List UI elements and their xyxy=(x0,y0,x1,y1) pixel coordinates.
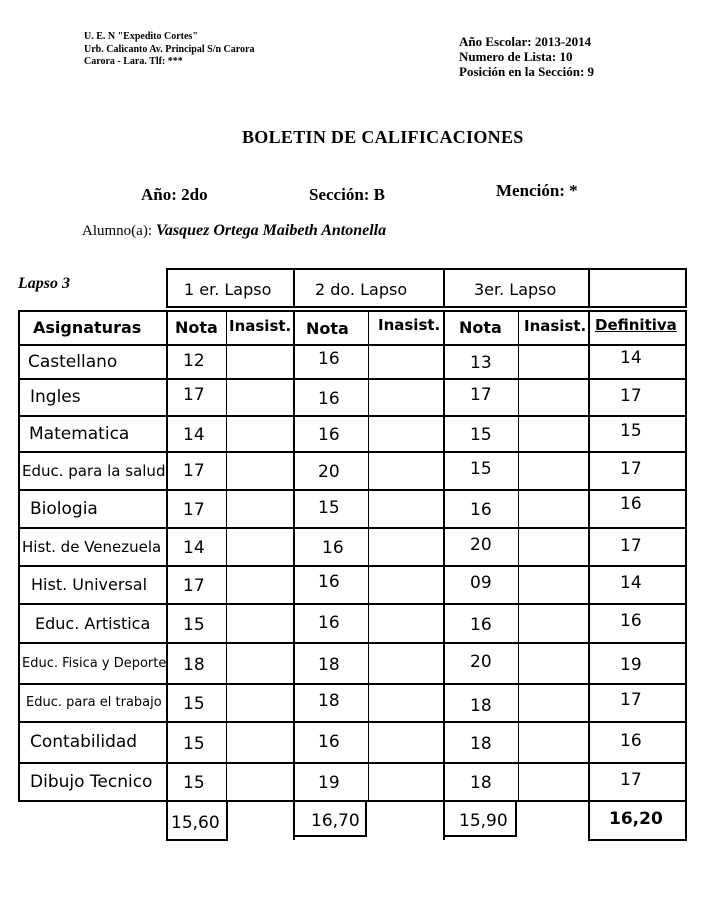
grade-l3: 09 xyxy=(470,573,492,593)
lapso-label: Lapso 3 xyxy=(18,275,70,292)
subject-name: Biologia xyxy=(30,498,98,519)
grade-l2: 18 xyxy=(318,654,340,675)
col-inasist-3: Inasist. xyxy=(524,317,587,335)
grade-l3: 18 xyxy=(470,773,492,793)
grade-l3: 17 xyxy=(470,384,492,405)
grade-l2: 16 xyxy=(318,731,340,752)
grade-l2: 18 xyxy=(318,691,340,711)
mention: Mención: * xyxy=(496,181,578,200)
grade-l1: 15 xyxy=(183,694,205,714)
section-position: Posición en la Sección: 9 xyxy=(459,64,595,79)
grade-l1: 17 xyxy=(183,576,205,596)
grade-l2: 16 xyxy=(318,612,340,633)
school-phone: Carora - Lara. Tlf: *** xyxy=(84,56,183,67)
col-nota-2: Nota xyxy=(306,319,349,338)
col-nota-3: Nota xyxy=(459,318,502,337)
grade-def: 15 xyxy=(620,421,642,441)
average-lapso-1: 15,60 xyxy=(171,813,220,833)
col-definitiva: Definitiva xyxy=(595,316,677,334)
school-name: U. E. N "Expedito Cortes" xyxy=(84,31,198,42)
grade-l3: 13 xyxy=(470,353,492,373)
page-title: BOLETIN DE CALIFICACIONES xyxy=(242,127,524,147)
grade-l2: 20 xyxy=(318,462,340,482)
grade-l1: 15 xyxy=(183,614,205,635)
lapso-2-header: 2 do. Lapso xyxy=(315,280,408,299)
grade-def: 19 xyxy=(620,654,642,675)
grade-l1: 17 xyxy=(183,461,205,481)
grade-l2: 16 xyxy=(318,425,340,445)
subject-name: Hist. Universal xyxy=(31,575,148,595)
grade-l3: 20 xyxy=(470,651,492,672)
grade-year: Año: 2do xyxy=(141,185,208,204)
grade-def: 17 xyxy=(620,459,642,479)
grade-l1: 14 xyxy=(183,538,205,558)
grade-l2: 16 xyxy=(322,538,344,558)
year-info xyxy=(459,34,594,79)
subject-name: Hist. de Venezuela xyxy=(22,538,162,556)
col-nota-1: Nota xyxy=(175,318,218,337)
grade-def: 17 xyxy=(620,385,642,406)
subject-name: Ingles xyxy=(30,387,81,408)
grade-l1: 17 xyxy=(183,384,205,405)
subject-name: Contabilidad xyxy=(30,732,138,753)
lapso-3-header: 3er. Lapso xyxy=(474,280,557,299)
grade-l3: 15 xyxy=(470,459,492,479)
grade-l3: 20 xyxy=(470,535,492,555)
grade-def: 16 xyxy=(620,610,642,631)
student-line xyxy=(82,222,386,240)
subject-name: Educ. Artistica xyxy=(35,613,151,633)
school-year: Año Escolar: 2013-2014 xyxy=(459,34,592,49)
average-lapso-2: 16,70 xyxy=(311,811,360,831)
list-number: Numero de Lista: 10 xyxy=(459,49,573,64)
col-asignaturas: Asignaturas xyxy=(33,318,142,337)
student-name: Vasquez Ortega Maibeth Antonella xyxy=(155,222,387,239)
grade-l3: 15 xyxy=(470,425,492,445)
school-info xyxy=(84,31,254,69)
lapso-1-header: 1 er. Lapso xyxy=(184,280,272,299)
grade-l2: 19 xyxy=(318,773,340,793)
grade-l3: 16 xyxy=(470,500,492,520)
grade-def: 17 xyxy=(620,770,642,790)
subject-name: Educ. para el trabajo xyxy=(26,695,162,711)
col-inasist-2: Inasist. xyxy=(378,316,441,334)
grade-def: 14 xyxy=(620,573,642,593)
section: Sección: B xyxy=(309,185,386,204)
average-lapso-3: 15,90 xyxy=(459,811,508,831)
grade-l1: 15 xyxy=(183,773,205,793)
grade-l3: 18 xyxy=(470,733,492,754)
grade-l2: 15 xyxy=(318,498,340,518)
subject-name: Castellano xyxy=(28,351,118,372)
grade-def: 14 xyxy=(620,348,642,368)
grade-def: 17 xyxy=(620,536,642,556)
school-address: Urb. Calicanto Av. Principal S/n Carora xyxy=(84,43,255,55)
student-label: Alumno(a): xyxy=(82,223,152,239)
subject-name: Educ. para la salud xyxy=(22,462,166,480)
grade-def: 17 xyxy=(620,690,642,710)
grade-l2: 16 xyxy=(318,349,340,369)
grade-def: 16 xyxy=(620,730,642,751)
grade-l3: 18 xyxy=(470,696,492,716)
grade-l1: 14 xyxy=(183,425,205,445)
grade-l1: 12 xyxy=(183,351,205,371)
grade-l1: 17 xyxy=(183,500,205,520)
subject-name: Educ. Fisica y Deporte xyxy=(22,655,167,671)
grade-l2: 16 xyxy=(318,572,340,592)
average-definitiva: 16,20 xyxy=(609,809,663,829)
grade-l1: 15 xyxy=(183,733,205,754)
grade-l2: 16 xyxy=(318,388,340,409)
subject-name: Dibujo Tecnico xyxy=(30,771,153,792)
subject-name: Matematica xyxy=(29,423,130,444)
grade-l1: 18 xyxy=(183,654,205,675)
col-inasist-1: Inasist. xyxy=(229,317,292,335)
grade-l3: 16 xyxy=(470,614,492,635)
grade-def: 16 xyxy=(620,494,642,514)
